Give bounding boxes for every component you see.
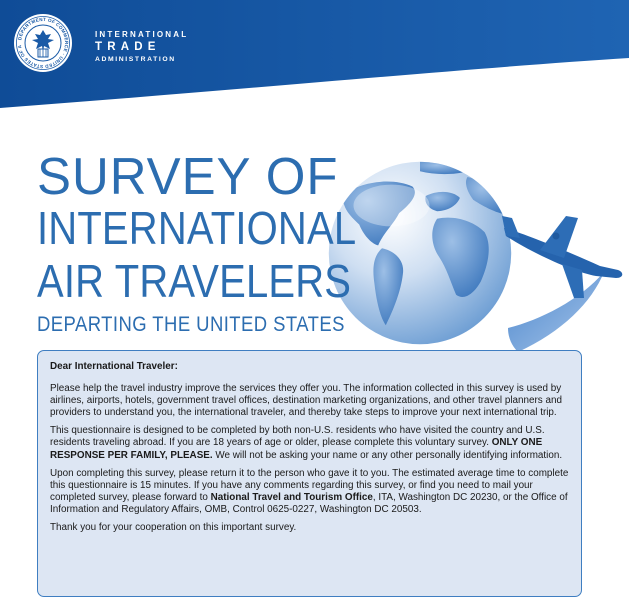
paragraph-2-text-c: We will not be asking your name or any other personally identifying information. <box>212 449 563 461</box>
department-of-commerce-seal-icon <box>13 13 73 73</box>
title-line-1: SURVEY OF <box>37 148 339 206</box>
letter-paragraph-2 <box>50 425 571 461</box>
letter-greeting: Dear International Traveler: <box>50 361 178 372</box>
agency-line-administration: ADMINISTRATION <box>95 55 176 63</box>
letter-closing: Thank you for your cooperation on this important survey. <box>50 522 297 534</box>
airplane-icon <box>500 210 625 360</box>
title-line-2: INTERNATIONAL <box>37 202 357 254</box>
office-name: National Travel and Tourism Office <box>210 491 373 503</box>
svg-text:DEPARTMENT OF COMMERCE · UNITE: DEPARTMENT OF COMMERCE · UNITED STATES OF A <box>17 16 70 70</box>
agency-line-trade: TRADE <box>95 41 161 53</box>
letter-box <box>37 350 582 597</box>
title-line-3: AIR TRAVELERS <box>37 255 352 307</box>
letter-paragraph-3 <box>50 468 571 516</box>
one-response-notice: ONLY ONE RESPONSE PER FAMILY, PLEASE. <box>50 437 543 461</box>
paragraph-3-text-a: Upon completing this survey, please return it to the person who gave it to you. The estimated average time to complete this questionnaire is 15 minutes. If you have any comments regarding this survey, or find you need to mail your completed survey, please forward to <box>50 467 569 503</box>
paragraph-3-text-c: , ITA, Washington DC 20230, or the Office of Information and Regulatory Affairs, OMB, Control 0625-0227, Washington DC 20503. <box>50 491 568 515</box>
letter-paragraph-1: Please help the travel industry improve the services they offer you. The information collected in this survey is used by airlines, airports, hotels, government travel offices, destination marketing organizations, and other travel planners and providers to understand you, the international traveler, and thereby take steps to improve your next international trip. <box>50 383 562 419</box>
paragraph-2-text-a: This questionnaire is designed to be completed by both non-U.S. residents who have visited the country and U.S. residents traveling abroad. If you are 18 years of age or older, please complete this voluntary survey. <box>50 425 545 449</box>
subtitle: DEPARTING THE UNITED STATES <box>37 313 345 336</box>
agency-name <box>95 31 188 63</box>
agency-line-international: INTERNATIONAL <box>95 30 189 39</box>
